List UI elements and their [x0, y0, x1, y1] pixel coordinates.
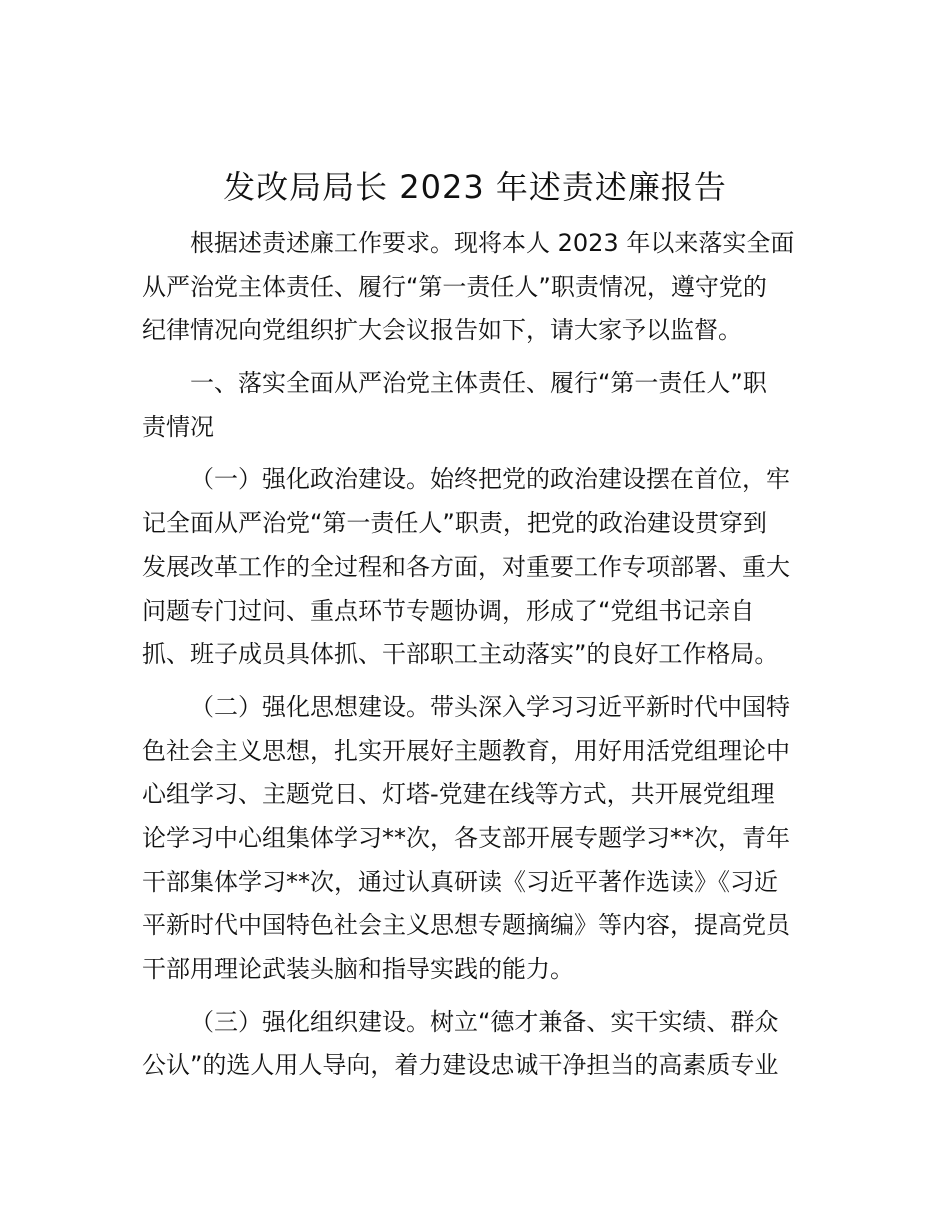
- paragraph-line: （二）强化思想建设。带头深入学习习近平新时代中国特: [190, 692, 790, 721]
- document-body: [142, 222, 812, 1088]
- paragraph-intro: [142, 222, 812, 353]
- paragraph-line: 平新时代中国特色社会主义思想专题摘编》等内容，提高党员: [142, 911, 790, 940]
- paragraph-item-3: [142, 1001, 812, 1088]
- paragraph-line: 纪律情况向党组织扩大会议报告如下，请大家予以监督。: [142, 316, 742, 345]
- paragraph-line: 干部用理论武装头脑和指导实践的能力。: [142, 955, 574, 983]
- paragraph-line: 心组学习、主题党日、灯塔-党建在线等方式，共开展党组理: [142, 780, 775, 809]
- section-heading: [142, 362, 812, 449]
- paragraph-item-1: [142, 458, 812, 676]
- paragraph-line: 论学习中心组集体学习**次，各支部开展专题学习**次，青年: [142, 823, 790, 852]
- paragraph-line: 根据述责述廉工作要求。现将本人 2023 年以来落实全面: [190, 229, 795, 257]
- paragraph-line: （一）强化政治建设。始终把党的政治建设摆在首位，牢: [190, 465, 790, 494]
- paragraph-line: （三）强化组织建设。树立“德才兼备、实干实绩、群众: [190, 1007, 779, 1036]
- paragraph-line: 一、落实全面从严治党主体责任、履行“第一责任人”职: [190, 369, 767, 398]
- document-title: 发改局局长 2023 年述责述廉报告: [223, 168, 727, 206]
- paragraph-line: 抓、班子成员具体抓、干部职工主动落实”的良好工作格局。: [142, 640, 779, 669]
- paragraph-line: 色社会主义思想，扎实开展好主题教育，用好用活党组理论中: [142, 736, 790, 765]
- paragraph-line: 发展改革工作的全过程和各方面，对重要工作专项部署、重大: [142, 552, 790, 581]
- paragraph-line: 责情况: [142, 412, 214, 441]
- paragraph-line: 记全面从严治党“第一责任人”职责，把党的政治建设贯穿到: [142, 509, 767, 538]
- paragraph-line: 公认”的选人用人导向，着力建设忠诚干净担当的高素质专业: [142, 1051, 779, 1080]
- paragraph-line: 干部集体学习**次，通过认真研读《习近平著作选读》《习近: [142, 867, 778, 896]
- paragraph-line: 从严治党主体责任、履行“第一责任人”职责情况，遵守党的: [142, 272, 767, 301]
- paragraph-item-2: [142, 686, 812, 992]
- paragraph-line: 问题专门过问、重点环节专题协调，形成了“党组书记亲自: [142, 596, 755, 625]
